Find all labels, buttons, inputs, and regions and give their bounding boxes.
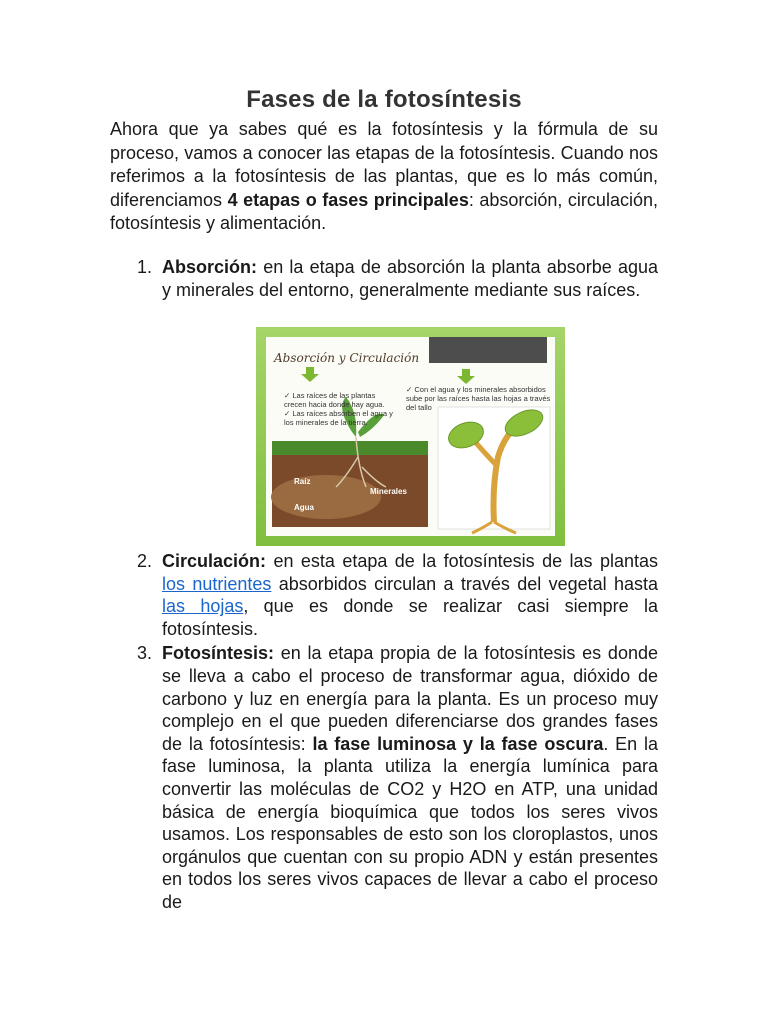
intro-bold: 4 etapas o fases principales [227,189,469,210]
list-item [110,642,658,913]
item-text: absorbidos circulan a través del vegetal hasta [278,573,658,594]
item-text: en esta etapa de la fotosíntesis de las plantas [273,551,658,571]
list-item [110,256,658,301]
image-label-minerales: Minerales [370,487,407,496]
list-number: 1. [137,257,153,277]
link-los-nutrientes[interactable]: los nutrientes [162,573,272,594]
item-bold: la fase luminosa y la fase oscura [312,733,604,754]
absorption-circulation-image [256,327,565,546]
item-text: en la etapa de absorción la planta absorbe agua y minerales del entorno, generalmente mediante sus raíces. [162,257,658,300]
intro-text-end: : absorción, circulación, fotosíntesis y alimentación. [110,189,658,234]
link-las-hojas[interactable]: las hojas [162,596,244,617]
image-note-right: ✓ Con el agua y los minerales absorbidos sube por las raíces hasta las hojas a través del tallo [406,385,551,412]
image-label-agua: Agua [294,503,314,512]
list-number: 3. [137,643,153,664]
image-label-raiz: Raíz [294,477,311,486]
page-title: Fases de la fotosíntesis [246,86,522,113]
item-heading: Absorción: [162,257,258,277]
intro-text: Ahora que ya sabes qué es la fotosíntesis y la fórmula de su proceso, vamos a conocer las etapas de la fotosíntesis. Cuando nos referimos a la fotosíntesis de las plantas, que es lo más común, diferenciamos [110,119,658,210]
list-continued [110,550,658,914]
item-heading: Circulación: [162,551,267,571]
list-item [110,550,658,640]
image-title: Absorción y Circulación [274,351,420,365]
item-text: en la etapa propia de la fotosíntesis es donde se lleva a cabo el proceso de transformar agua, dióxido de carbono y luz en energía para la planta. Es un proceso muy complejo en el que pueden diferenciarse dos grandes fases de la fotosíntesis: [162,643,658,754]
arrow-down-icon [301,367,319,382]
item-heading: Fotosíntesis: [162,643,275,664]
intro-paragraph [110,118,658,236]
item-text: , que es donde se realizar casi siempre la fotosíntesis. [162,596,658,639]
image-note-left: ✓ Las raíces de las plantas crecen hacia donde hay agua. ✓ Las raíces absorben el agua y los minerales de la tierra. [284,391,393,427]
item-text: . En la fase luminosa, la planta utiliza la energía lumínica para convertir las moléculas de CO2 y H2O en ATP, una unidad básica de energía bioquímica que todos los seres vivos usamos. Los responsables de esto son los cloroplastos, unos orgánulos que cuentan con su propio ADN y están presentes en todos los seres vivos capaces de llevar a cabo el proceso de [162,733,658,912]
arrow-down-icon [457,369,475,384]
list-absorcion [110,256,658,301]
image-panel [266,337,555,536]
list-number: 2. [137,551,153,571]
